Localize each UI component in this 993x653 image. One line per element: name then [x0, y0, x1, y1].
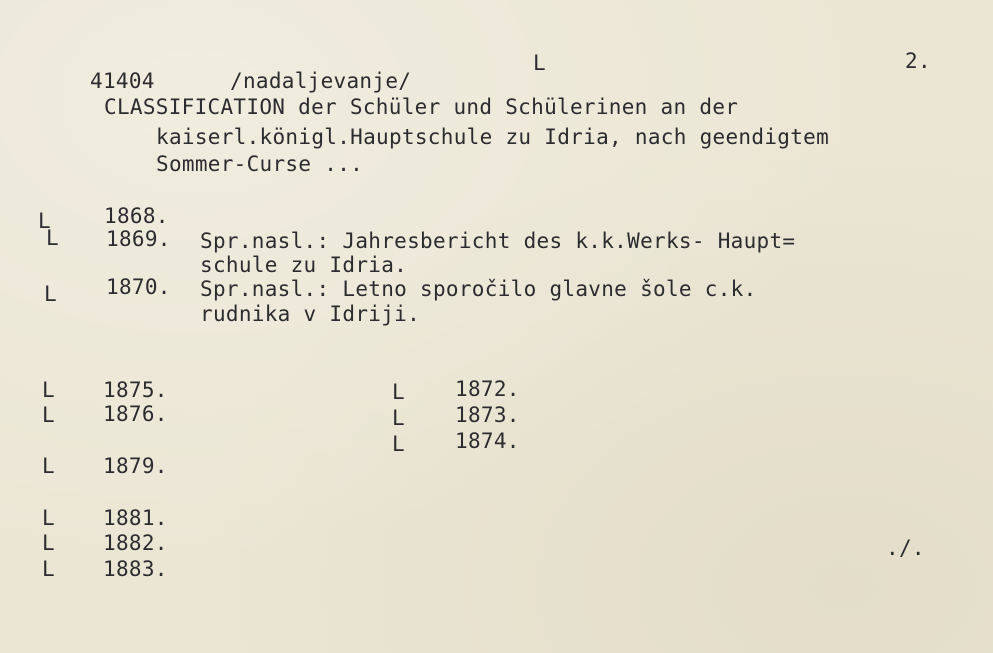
entry-mark: L: [46, 226, 59, 250]
holding-mark: L: [42, 557, 55, 581]
entry-year: 1869.: [106, 227, 171, 251]
entry-note-line-2: rudnika v Idriji.: [200, 302, 421, 326]
continuation-note: /nadaljevanje/: [230, 69, 412, 93]
holding-mark: L: [42, 403, 55, 427]
holding-mark: L: [392, 380, 405, 404]
holding-year: 1876.: [103, 402, 168, 426]
page-number: 2.: [905, 49, 931, 73]
entry-note-line-1: Spr.nasl.: Jahresbericht des k.k.Werks- Haupt=: [200, 229, 796, 253]
record-number: 41404: [90, 69, 155, 93]
entry-note-line-2: schule zu Idria.: [200, 253, 408, 277]
holding-mark: L: [392, 432, 405, 456]
holding-year: 1881.: [103, 506, 168, 530]
holding-year: 1882.: [103, 531, 168, 555]
holding-year: 1873.: [455, 403, 520, 427]
holding-year: 1872.: [455, 377, 520, 401]
holding-mark: L: [42, 378, 55, 402]
holding-year: 1875.: [103, 378, 168, 402]
entry-mark: L: [44, 282, 57, 306]
entry-note-line-1: Spr.nasl.: Letno sporočilo glavne šole c.k.: [200, 277, 757, 301]
title-line-2: kaiserl.königl.Hauptschule zu Idria, nach geendigtem: [156, 125, 830, 149]
holding-year: 1883.: [103, 557, 168, 581]
entry-mark: L: [38, 209, 51, 233]
holding-mark: L: [392, 406, 405, 430]
holding-year: 1879.: [103, 454, 168, 478]
holding-mark: L: [42, 506, 55, 530]
header-letter: L: [533, 51, 546, 75]
holding-mark: L: [42, 454, 55, 478]
title-line-1: CLASSIFICATION der Schüler und Schülerinen an der: [104, 95, 739, 119]
entry-year: 1870.: [106, 275, 171, 299]
entry-year: 1868.: [104, 204, 169, 228]
holding-mark: L: [42, 531, 55, 555]
holding-year: 1874.: [455, 429, 520, 453]
continued-mark: ./.: [886, 536, 925, 560]
title-line-3: Sommer-Curse ...: [156, 152, 364, 176]
